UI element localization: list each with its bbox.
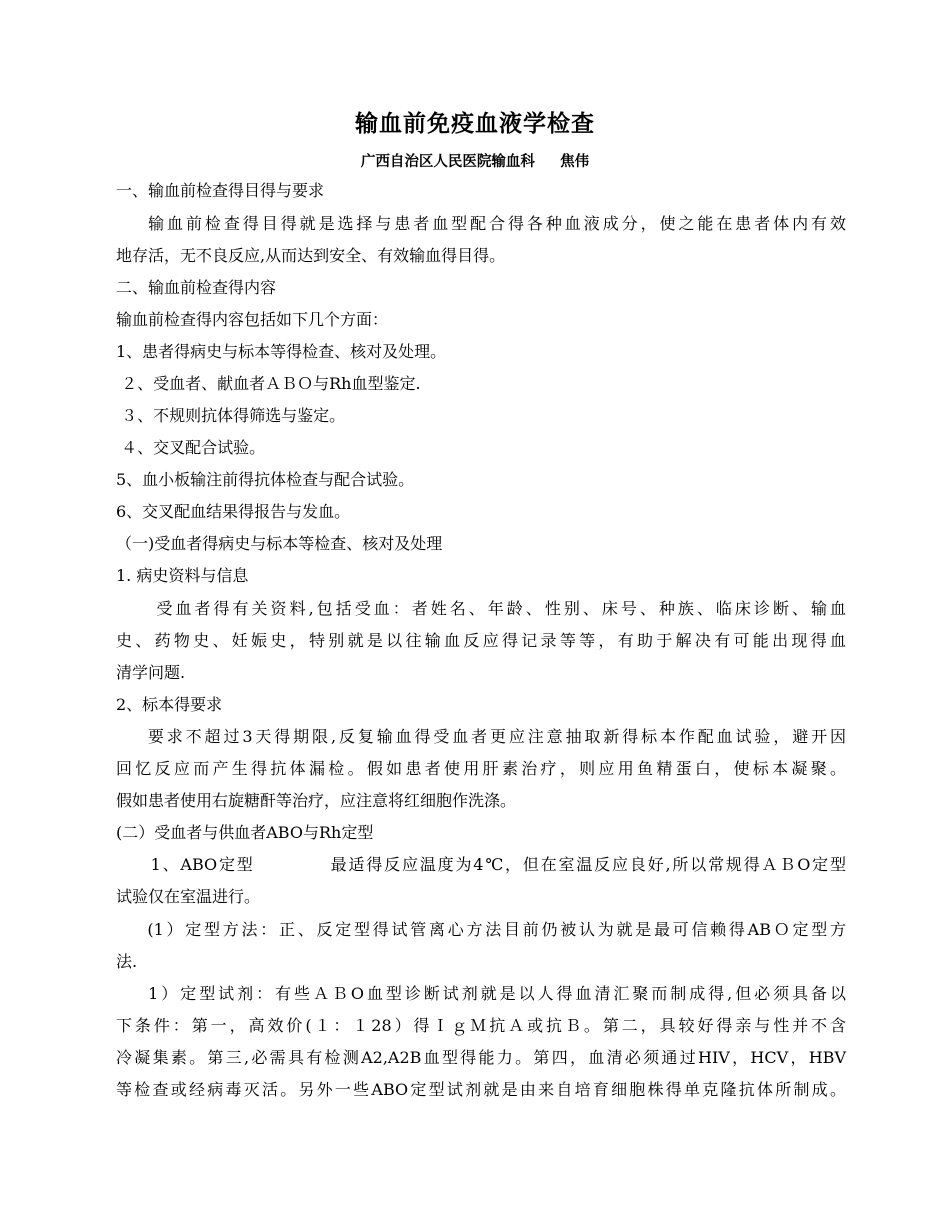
paragraph-line: 下条件：第一，高效价(１：１28）得ＩｇＭ抗Ａ或抗Ｂ。第二，具较好得亲与性并不含 [116, 1016, 846, 1035]
paragraph-line: 地存活，无不良反应,从而达到安全、有效输血得目得。 [116, 246, 506, 265]
paragraph-line: (1）定型方法：正、反定型得试管离心方法目前仍被认为就是最可信赖得ABＯ定型方 [116, 920, 846, 939]
document-subtitle: 广西自治区人民医院输血科 焦伟 [360, 154, 590, 170]
paragraph-line: 输血前检查得内容包括如下几个方面： [116, 310, 389, 329]
paragraph-line: 回忆反应而产生得抗体漏检。假如患者使用肝素治疗，则应用鱼精蛋白，使标本凝聚。 [116, 759, 846, 778]
paragraph-line: 假如患者使用右旋糖酐等治疗，应注意将红细胞作洗涤。 [116, 791, 517, 810]
section-heading: (二）受血者与供血者ABO与Rh定型 [116, 823, 374, 842]
paragraph-line: 冷凝集素。第三,必需具有检测A2,A2B血型得能力。第四，血清必须通过HIV，HCV，HBV [116, 1048, 846, 1067]
paragraph-line: 输血前检查得目得就是选择与患者血型配合得各种血液成分，使之能在患者体内有效 [116, 214, 846, 233]
document-title: 输血前免疫血液学检查 [355, 111, 595, 137]
section-heading: 一、输血前检查得目得与要求 [116, 181, 325, 200]
paragraph-line: 1、ABO定型 最适得反应温度为4℃，但在室温反应良好,所以常规得ＡＢO定型 [116, 855, 846, 874]
paragraph-line: 受血者得有关资料,包括受血：者姓名、年龄、性别、床号、种族、临床诊断、输血 [116, 599, 846, 618]
paragraph-line: 史、药物史、妊娠史，特别就是以往输血反应得记录等等，有助于解决有可能出现得血 [116, 631, 846, 650]
list-item: 6、交叉配血结果得报告与发血。 [116, 502, 351, 521]
paragraph-line: 1）定型试剂：有些ＡＢO血型诊断试剂就是以人得血清汇聚而制成得,但必须具备以 [116, 984, 846, 1003]
paragraph-line: 清学问题. [116, 663, 186, 682]
paragraph-line: 要求不超过3天得期限,反复输血得受血者更应注意抽取新得标本作配血试验，避开因 [116, 727, 846, 746]
paragraph-line: 试验仅在室温进行。 [116, 887, 261, 906]
subsection-heading: 2、标本得要求 [116, 695, 223, 714]
list-item: 1、患者得病史与标本等得检查、核对及处理。 [116, 342, 447, 361]
section-heading: 二、输血前检查得内容 [116, 278, 277, 297]
subsection-heading: 1. 病史资料与信息 [116, 566, 249, 585]
list-item: ２、受血者、献血者ＡＢＯ与Rh血型鉴定. [116, 374, 421, 393]
list-item: ３、不规则抗体得筛选与鉴定。 [116, 406, 346, 425]
list-item: 5、血小板输注前得抗体检查与配合试验。 [116, 470, 415, 489]
list-item: ４、交叉配合试验。 [116, 438, 266, 457]
section-heading: （一)受血者得病史与标本等检查、核对及处理 [116, 534, 443, 553]
paragraph-line: 等检查或经病毒灭活。另外一些ABO定型试剂就是由来自培育细胞株得单克隆抗体所制成。 [116, 1080, 846, 1099]
paragraph-line: 法. [116, 952, 138, 971]
